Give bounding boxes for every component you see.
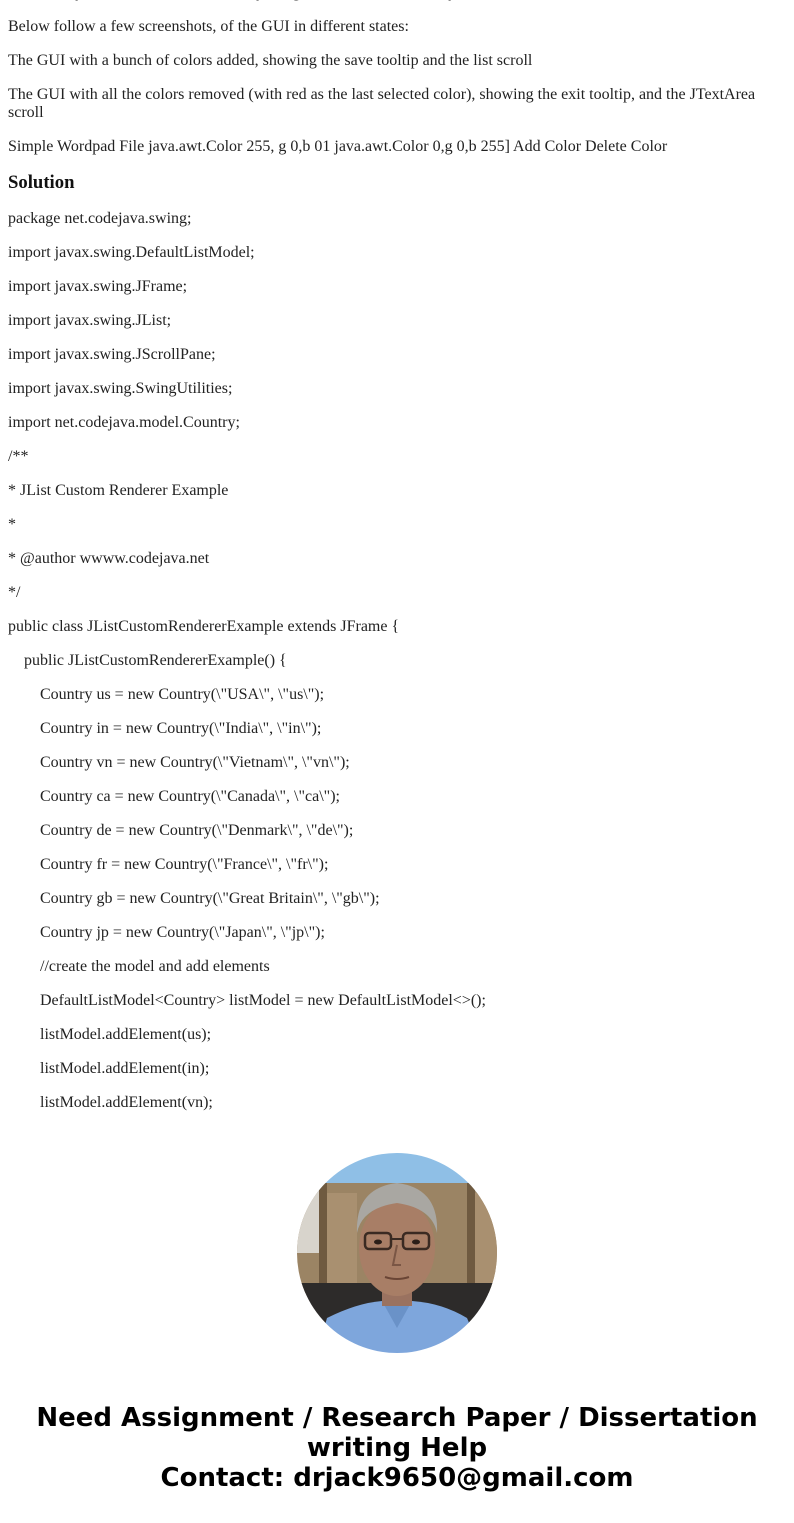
- code-line: import javax.swing.SwingUtilities;: [8, 380, 233, 397]
- code-line: Country de = new Country(\"Denmark\", \"de\");: [40, 822, 354, 839]
- code-line: import javax.swing.JList;: [8, 312, 172, 329]
- code-line: import javax.swing.JFrame;: [8, 278, 188, 295]
- screenshot-caption-1: The GUI with a bunch of colors added, showing the save tooltip and the list scroll: [8, 52, 533, 69]
- code-line: * JList Custom Renderer Example: [8, 482, 229, 499]
- code-line: Country in = new Country(\"India\", \"in\");: [40, 720, 322, 737]
- avatar: [297, 1153, 497, 1353]
- code-line: Country ca = new Country(\"Canada\", \"ca\");: [40, 788, 340, 805]
- promo-contact: Contact: drjack9650@gmail.com: [160, 1463, 634, 1493]
- code-line: Country us = new Country(\"USA\", \"us\");: [40, 686, 325, 703]
- code-block: [8, 210, 778, 1112]
- code-line: package net.codejava.swing;: [8, 210, 192, 227]
- promo-line-1: Need Assignment / Research Paper / Dissertation: [36, 1403, 758, 1433]
- truncated-paragraph: [8, 0, 778, 2]
- code-line: * @author wwww.codejava.net: [8, 550, 210, 567]
- code-line: import javax.swing.DefaultListModel;: [8, 244, 255, 261]
- code-line: */: [8, 584, 21, 601]
- tutor-photo-icon: [297, 1153, 497, 1353]
- code-line: *: [8, 516, 16, 533]
- document-body: [8, 0, 778, 1128]
- code-line: listModel.addElement(vn);: [40, 1094, 213, 1111]
- code-line: /**: [8, 448, 29, 465]
- code-line: //create the model and add elements: [40, 958, 270, 975]
- code-line: Country fr = new Country(\"France\", \"fr\");: [40, 856, 329, 873]
- code-line: import net.codejava.model.Country;: [8, 414, 240, 431]
- intro-paragraph: Below follow a few screenshots, of the GUI in different states:: [8, 18, 409, 35]
- gui-text-dump: Simple Wordpad File java.awt.Color 255, g 0,b 01 java.awt.Color 0,g 0,b 255] Add Color Delete Color: [8, 138, 668, 155]
- code-line: import javax.swing.JScrollPane;: [8, 346, 216, 363]
- code-line: Country gb = new Country(\"Great Britain\", \"gb\");: [40, 890, 380, 907]
- code-line: listModel.addElement(us);: [40, 1026, 212, 1043]
- code-line: DefaultListModel<Country> listModel = new DefaultListModel<>();: [40, 992, 486, 1009]
- code-line: public class JListCustomRendererExample extends JFrame {: [8, 618, 400, 635]
- code-line: listModel.addElement(in);: [40, 1060, 210, 1077]
- code-line: public JListCustomRendererExample() {: [24, 652, 287, 669]
- solution-heading: Solution: [8, 172, 75, 193]
- promo-line-2: writing Help: [306, 1433, 488, 1463]
- code-line: Country jp = new Country(\"Japan\", \"jp\");: [40, 924, 325, 941]
- screenshot-caption-2: The GUI with all the colors removed (with red as the last selected color), showing the exit tooltip, and the JTextArea scroll: [8, 86, 756, 121]
- promo-banner: [0, 1403, 794, 1493]
- code-line: Country vn = new Country(\"Vietnam\", \"vn\");: [40, 754, 350, 771]
